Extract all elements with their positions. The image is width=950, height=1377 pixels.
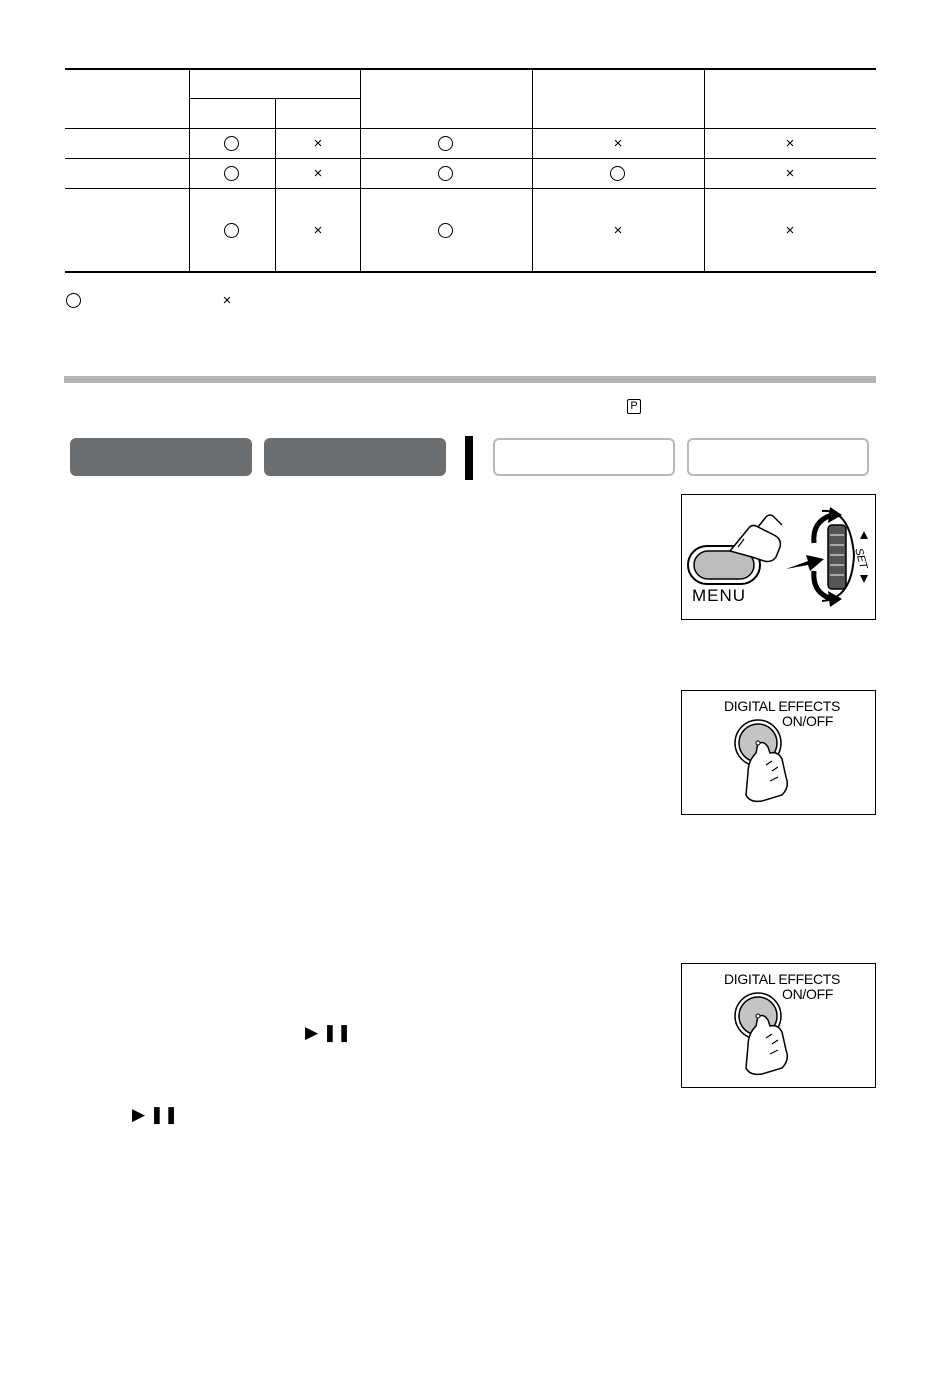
- digital-effects-illustration-2: [681, 963, 876, 1088]
- table-cell-cross-icon: ×: [613, 135, 623, 152]
- table-cell-cross-icon: ×: [785, 165, 795, 182]
- table-cell-circle-icon: [438, 136, 453, 151]
- section-bar: [64, 376, 876, 383]
- mode-tab-4: [687, 438, 869, 476]
- table-cell-circle-icon: [438, 166, 453, 181]
- table-top-rule: [65, 68, 876, 70]
- digital-effects-label-line1: DIGITAL EFFECTS: [724, 971, 841, 987]
- digital-effects-label-line1: DIGITAL EFFECTS: [724, 698, 841, 714]
- table-cell-cross-icon: ×: [785, 135, 795, 152]
- table-bottom-rule: [65, 271, 876, 273]
- menu-illustration: [681, 494, 876, 620]
- table-cell-circle-icon: [438, 223, 453, 238]
- table-cell-circle-icon: [610, 166, 625, 181]
- table-header-rule: [65, 128, 876, 129]
- digital-effects-label-line2: ON/OFF: [782, 986, 834, 1002]
- legend-circle-icon: [66, 293, 81, 308]
- table-column-line: [189, 68, 190, 272]
- set-dial-label: SET: [852, 546, 870, 570]
- table-cell-cross-icon: ×: [785, 222, 795, 239]
- table-cell-circle-icon: [224, 166, 239, 181]
- digital-effects-illustration-1: [681, 690, 876, 815]
- table-cell-circle-icon: [224, 223, 239, 238]
- mode-tab-1: [70, 438, 252, 476]
- mode-tab-3: [493, 438, 675, 476]
- program-mode-icon: P: [627, 399, 641, 414]
- table-column-line: [704, 68, 705, 272]
- menu-button-label: MENU: [692, 586, 747, 605]
- play-pause-icon: ▶ ❚❚: [132, 1105, 179, 1124]
- table-cell-cross-icon: ×: [313, 165, 323, 182]
- table-column-line: [275, 98, 276, 272]
- table-column-line: [360, 68, 361, 272]
- legend-cross-icon: ×: [222, 292, 232, 309]
- table-cell-circle-icon: [224, 136, 239, 151]
- table-cell-cross-icon: ×: [613, 222, 623, 239]
- digital-effects-label-line2: ON/OFF: [782, 713, 834, 729]
- mode-tab-2: [264, 438, 446, 476]
- table-column-line: [532, 68, 533, 272]
- table-row-rule: [65, 158, 876, 159]
- mode-divider: [465, 436, 473, 480]
- table-row-rule: [65, 188, 876, 189]
- play-pause-icon: ▶ ❚❚: [305, 1023, 352, 1042]
- table-cell-cross-icon: ×: [313, 222, 323, 239]
- table-cell-cross-icon: ×: [313, 135, 323, 152]
